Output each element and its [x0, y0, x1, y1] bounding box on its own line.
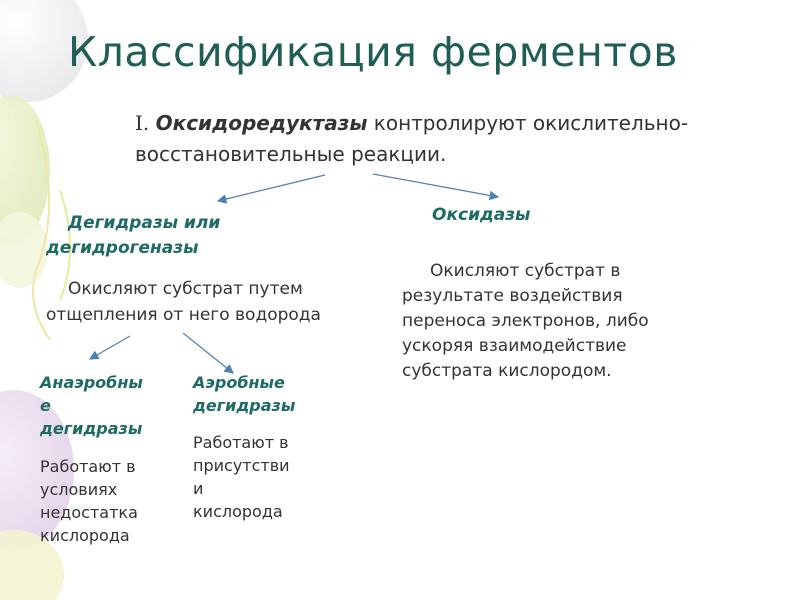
anaerobic-description: [40, 455, 180, 547]
anaerobic-desc-line1: Работают в: [40, 457, 136, 476]
anaerobic-heading-line2: е: [40, 396, 51, 415]
aerobic-desc-line3: и: [193, 479, 204, 498]
intro-numeral: I.: [135, 111, 156, 135]
oxidases-desc-line1: Окисляют субстрат в: [430, 261, 621, 281]
aerobic-desc-line4: кислорода: [193, 502, 283, 521]
aerobic-heading-line2: дегидразы: [193, 396, 296, 415]
intro-term: Оксидоредуктазы: [155, 111, 368, 135]
intro-rest: контролируют окислительно-восстановительные реакции.: [135, 111, 689, 166]
dehydrogenases-heading: [46, 211, 366, 261]
oxidases-desc-line5: субстрата кислородом.: [402, 361, 612, 381]
oxidases-desc-line2: результате воздействия: [402, 286, 623, 306]
oxidases-description: [402, 259, 732, 384]
aerobic-heading-line1: Аэробные: [193, 373, 285, 392]
oxidases-heading: Оксидазы: [432, 205, 531, 225]
anaerobic-desc-line3: недостатка: [40, 503, 138, 522]
aerobic-desc-line2: присутстви: [193, 456, 290, 475]
aerobic-heading: [193, 371, 333, 417]
aerobic-description: [193, 431, 323, 523]
oxidases-desc-line3: переноса электронов, либо: [402, 311, 649, 331]
anaerobic-desc-line2: условиях: [40, 480, 118, 499]
dehydrogenases-desc-line2: отщепления от него водорода: [46, 305, 321, 325]
dehydrogenases-desc-line1: Окисляют субстрат путем: [68, 279, 303, 299]
anaerobic-heading-line1: Анаэробны: [40, 373, 143, 392]
anaerobic-heading-line3: дегидразы: [40, 419, 143, 438]
oxidases-desc-line4: ускоряя взаимодействие: [402, 336, 627, 356]
anaerobic-desc-line4: кислорода: [40, 526, 130, 545]
dehydrogenases-heading-line2: дегидрогеназы: [46, 238, 199, 258]
slide-title: Классификация ферментов: [68, 28, 678, 76]
aerobic-desc-line1: Работают в: [193, 433, 289, 452]
dehydrogenases-heading-line1: Дегидразы или: [68, 213, 221, 233]
anaerobic-heading: [40, 371, 180, 440]
intro-text: [135, 108, 775, 170]
dehydrogenases-description: [46, 276, 406, 328]
